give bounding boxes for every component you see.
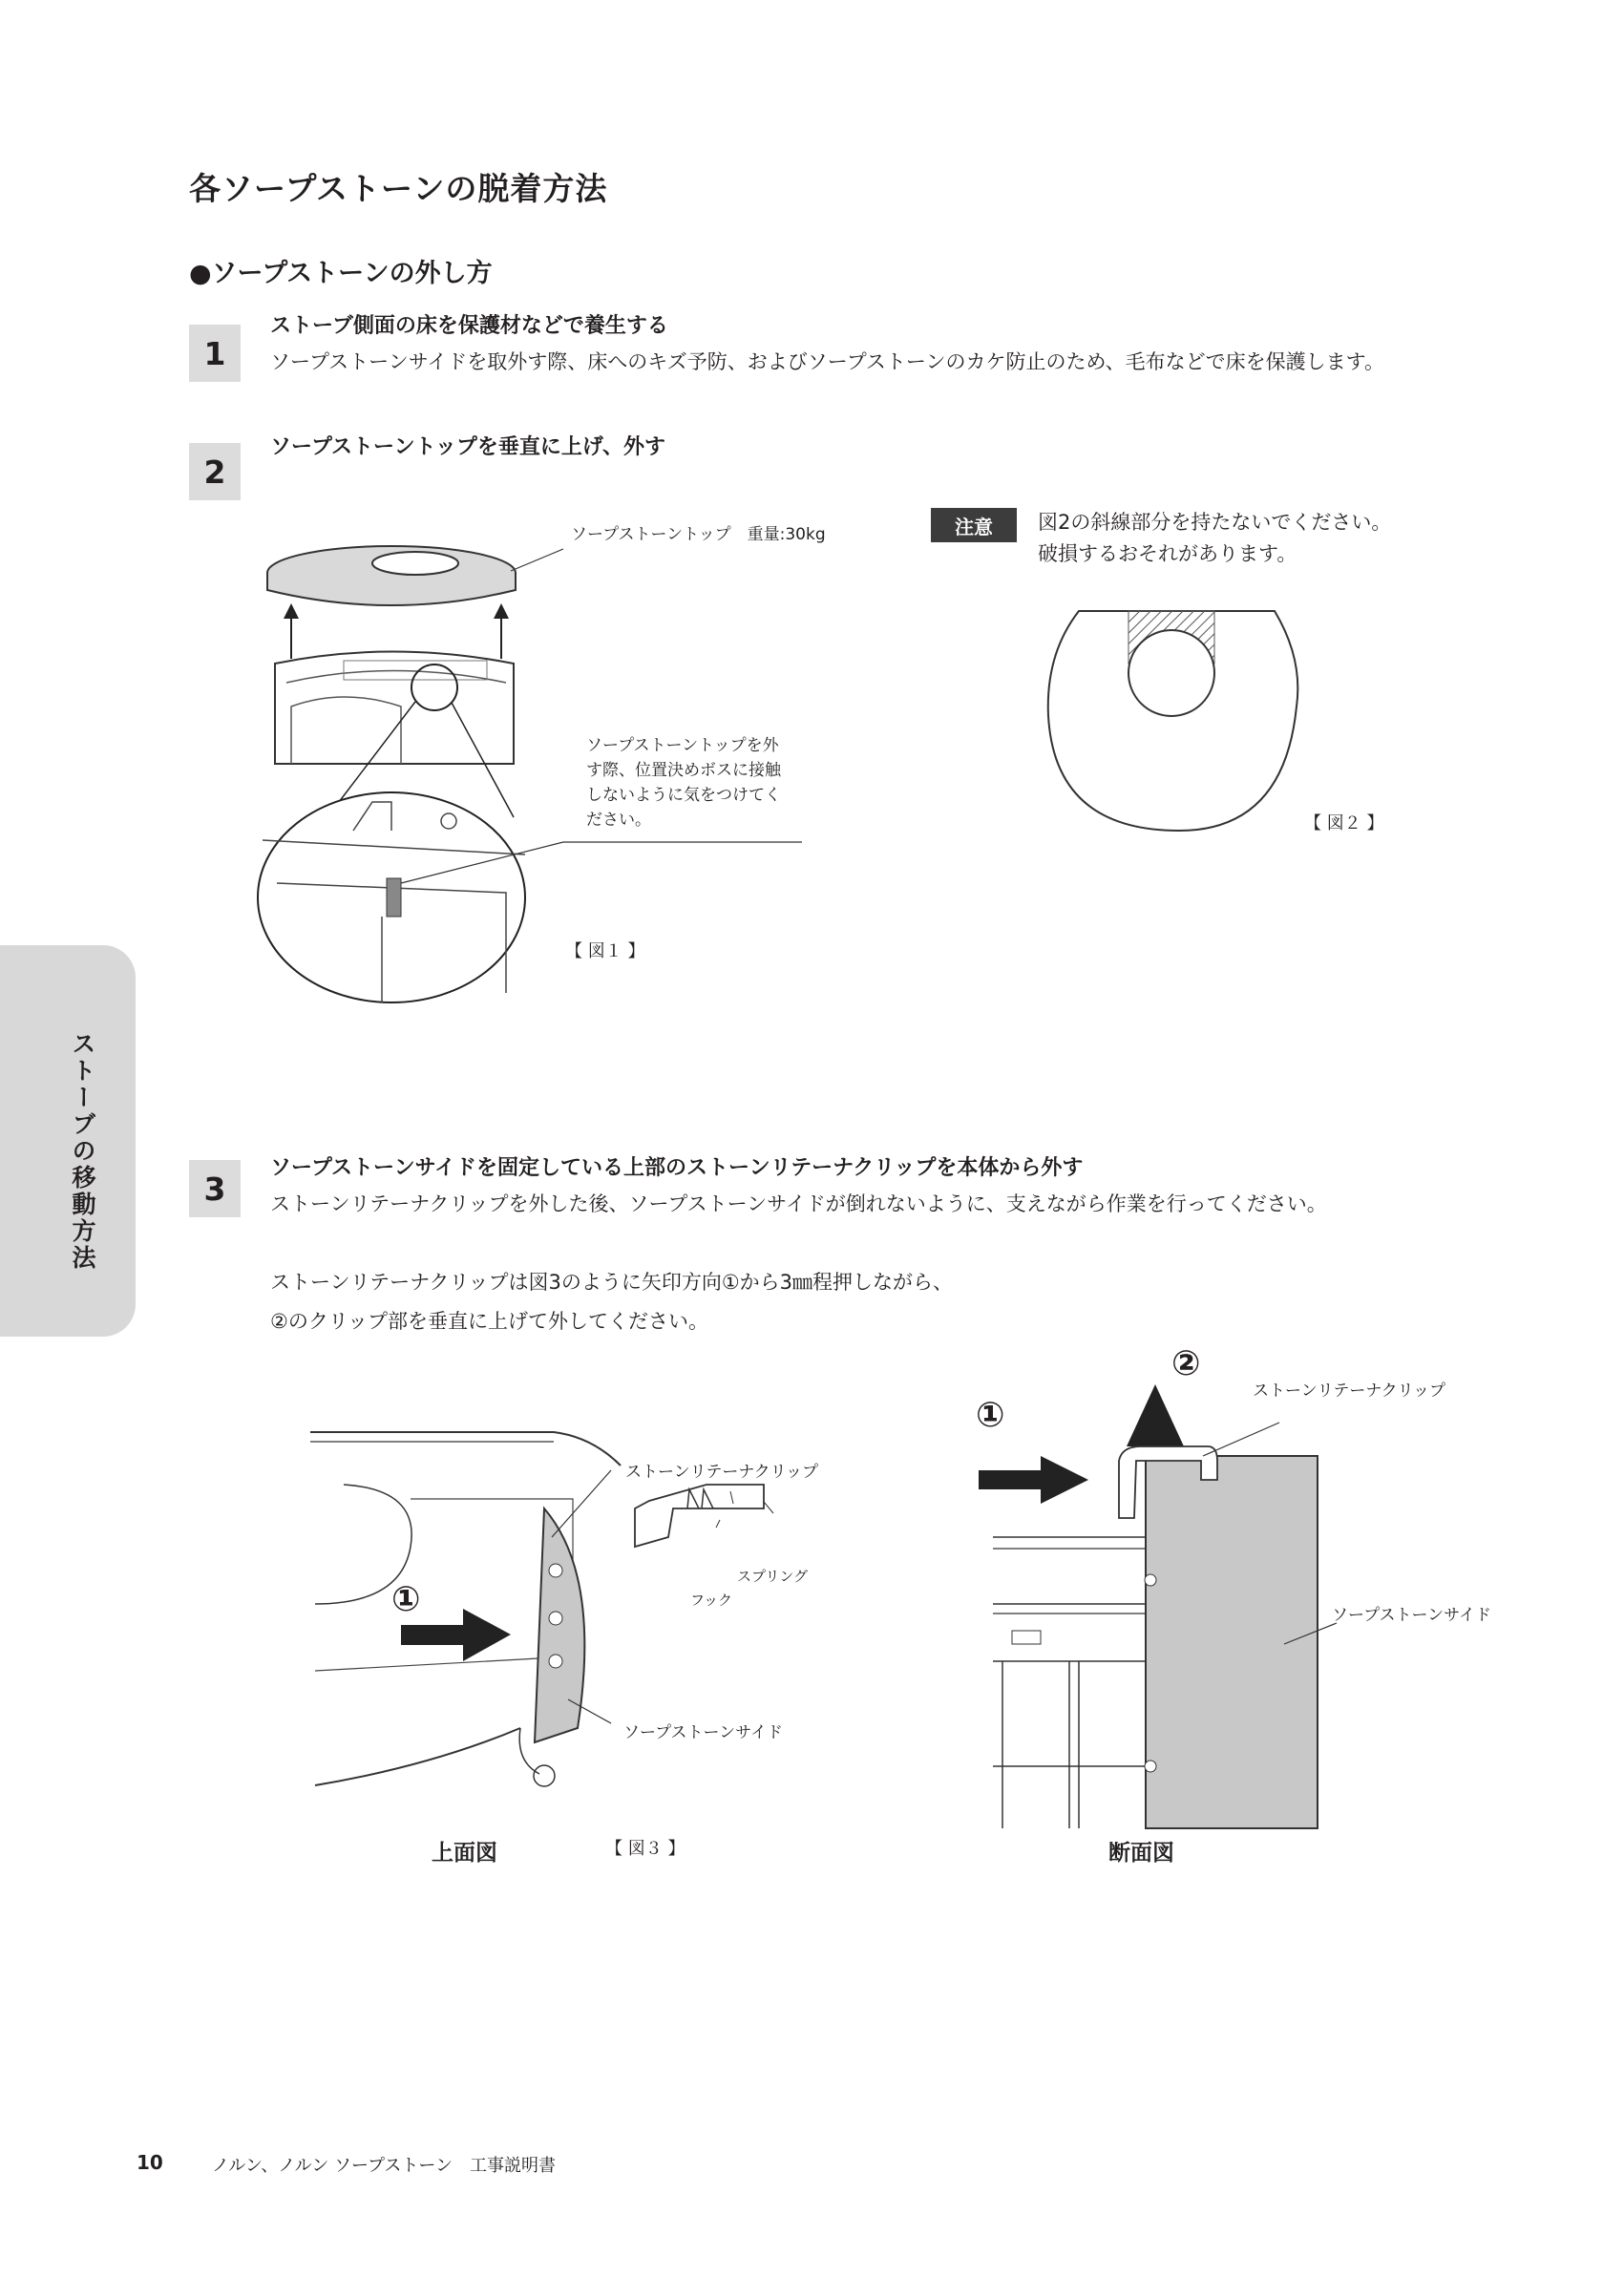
step-2-heading: ソープストーントップを垂直に上げ、外す [270, 435, 666, 459]
figure-3-top-view-label: 上面図 [432, 1841, 497, 1866]
caution-line-2: 破損するおそれがあります。 [1038, 542, 1297, 565]
figure-2-illustration [1041, 601, 1318, 840]
step-3-body: ストーンリテーナクリップを外した後、ソープストーンサイドが倒れないように、支えながら作業を行ってください。 [270, 1192, 1327, 1215]
page-title: 各ソープストーンの脱着方法 [189, 170, 608, 207]
figure-3-caption: 【 図３ 】 [605, 1839, 685, 1859]
side-tab-label: ストーブの移動方法 [69, 1031, 96, 1272]
figure-1-callout-line: ださい。 [586, 811, 651, 830]
step-1-heading: ストーブ側面の床を保護材などで養生する [270, 314, 668, 338]
figure-3-spring-label: スプリング [737, 1568, 809, 1585]
figure-1-callout-line: しないように気をつけてく [586, 786, 781, 805]
step-3-note-line-1: ストーンリテーナクリップは図3のように矢印方向①から3㎜程押しながら、 [270, 1271, 954, 1294]
figure-1-callout [586, 733, 781, 833]
figure-3-section-view-illustration [974, 1327, 1470, 1843]
figure-4-marker-1: ① [976, 1396, 1005, 1435]
figure-3-hook-label: フック [690, 1592, 732, 1609]
step-number-2: 2 [189, 443, 241, 500]
figure-4-section-view-label: 断面図 [1108, 1841, 1174, 1866]
step-number-3: 3 [189, 1160, 241, 1217]
step-1-body: ソープストーンサイドを取外す際、床へのキズ予防、およびソープストーンのカケ防止のため、毛布などで床を保護します。 [270, 350, 1384, 373]
figure-1-top-label: ソープストーントップ 重量:30kg [571, 525, 826, 544]
figure-4-clip-label: ストーンリテーナクリップ [1253, 1382, 1445, 1401]
step-3-heading: ソープストーンサイドを固定している上部のストーンリテーナクリップを本体から外す [270, 1156, 1084, 1180]
caution-badge: 注意 [931, 508, 1017, 542]
section-heading: ●ソープストーンの外し方 [189, 259, 493, 288]
footer-doc-title: ノルン、ノルン ソープストーン 工事説明書 [212, 2156, 556, 2176]
figure-3-marker-1: ① [391, 1580, 421, 1619]
figure-1-callout-line: す際、位置決めボスに接触 [586, 761, 781, 780]
step-number-1: 1 [189, 325, 241, 382]
figure-1-caption: 【 図１ 】 [565, 941, 645, 961]
figure-1-callout-line: ソープストーントップを外 [586, 736, 779, 755]
figure-2-caption: 【 図２ 】 [1304, 813, 1384, 833]
caution-line-1: 図2の斜線部分を持たないでください。 [1038, 511, 1392, 534]
figure-3-side-label: ソープストーンサイド [623, 1723, 783, 1742]
figure-4-marker-2: ② [1171, 1344, 1201, 1383]
step-3-note-line-2: ②のクリップ部を垂直に上げて外してください。 [270, 1310, 708, 1333]
figure-3-clip-label: ストーンリテーナクリップ [625, 1463, 818, 1482]
page-number: 10 [137, 2151, 163, 2174]
figure-4-side-label: ソープストーンサイド [1332, 1606, 1491, 1625]
